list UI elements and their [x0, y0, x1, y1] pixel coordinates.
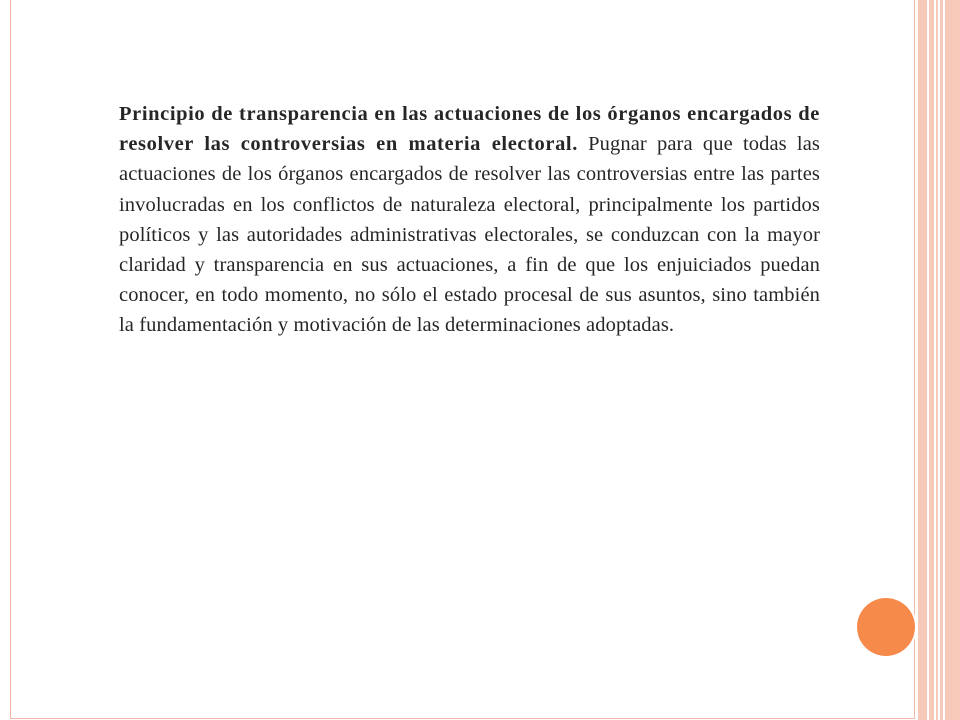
slide-body: [119, 99, 820, 341]
stripe: [918, 0, 927, 720]
stripe: [929, 0, 934, 720]
stripe: [940, 0, 943, 720]
decorative-stripes: [918, 0, 960, 720]
stripe: [945, 0, 960, 720]
principle-heading: Principio de transparencia en las actuaciones de los órganos encargados de resolver las controversias en materia electoral.: [119, 103, 820, 156]
stripe: [936, 0, 938, 720]
principle-description: Pugnar para que todas las actuaciones de los órganos encargados de resolver las controversias entre las partes involucradas en los conflictos de naturaleza electoral, principalmente los partidos políticos y las autoridades administrativas electorales, se conduzcan con la mayor claridad y transparencia en sus actuaciones, a fin de que los enjuiciados puedan conocer, en todo momento, no sólo el estado procesal de sus asuntos, sino también la fundamentación y motivación de las determinaciones adoptadas.: [119, 133, 820, 337]
accent-circle: [857, 598, 915, 656]
